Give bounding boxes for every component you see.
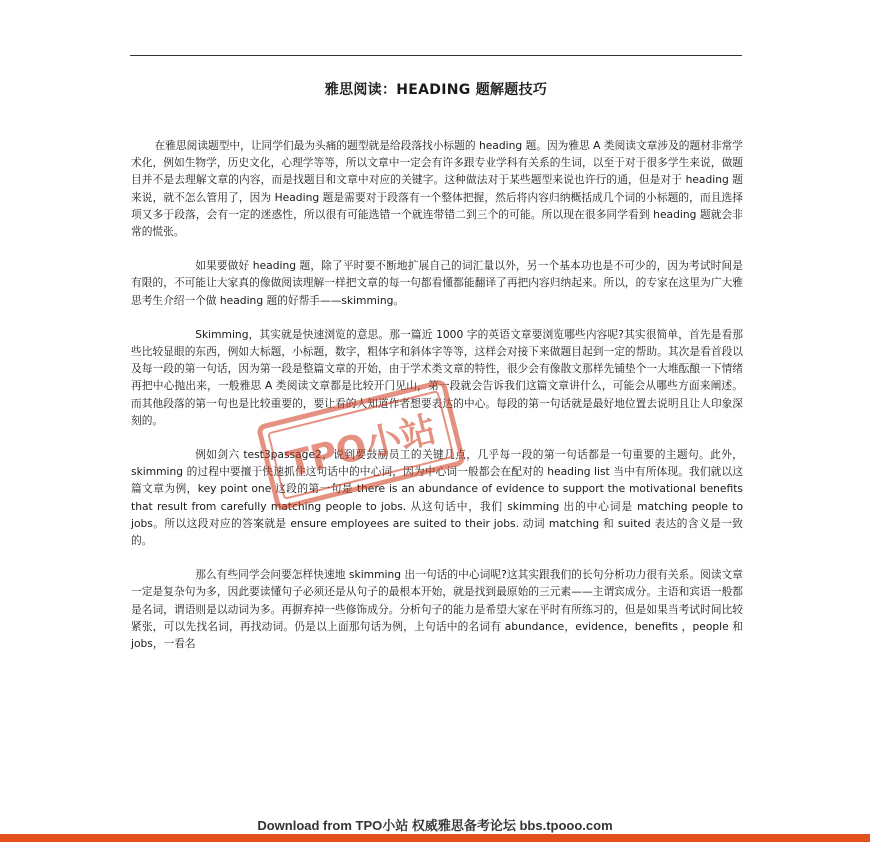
paragraph-4: 例如剑六 test3passage2，说到要鼓励员工的关键几点，几乎每一段的第一句话都是一句重要的主题句。此外，skimming 的过程中要擅于快速抓住这句话中的中心词，因为中心词一般都会在配对的 heading list 当中有所体现。我们就以这篇文章为例，key point one 这段的第一句是 there is an abundance of evidence to support the motivational benefits that result from carefully matching people to jobs. 从这句话中，我们 skimming 出的中心词是 matching people to jobs。所以这段对应的答案就是 ensure employees are suited to their jobs. 动词 matching 和 suited 表达的含义是一致的。 [131,448,743,548]
document-title: 雅思阅读：HEADING 题解题技巧 [324,82,548,98]
stamp-text: TPO小站 [282,409,441,486]
document-body [131,137,743,669]
footer-bar [0,834,870,842]
paragraph-5: 那么有些同学会问要怎样快速地 skimming 出一句话的中心词呢?这其实跟我们的长句分析功力很有关系。阅读文章一定是复杂句为多，因此要读懂句子必须还是从句子的最根本开始，就是找到最原始的三元素——主谓宾成分。主语和宾语一般都是名词，谓语则是以动词为多。再摒弃掉一些修饰成分。分析句子的能力是希望大家在平时有所练习的，但是如果当考试时间比较紧张，可以先找名词，再找动词。仍是以上面那句话为例，上句话中的名词有 abundance，evidence，benefits ，people 和 jobs，一看名 [131,568,743,651]
paragraph-1: 在雅思阅读题型中，让同学们最为头痛的题型就是给段落找小标题的 heading 题。因为雅思 A 类阅读文章涉及的题材非常学术化，例如生物学，历史文化，心理学等等，所以文章中一定会有许多跟专业学科有关系的生词，以至于对于很多学生来说，做题目并不是去理解文章的内容，而是找题目和文章中对应的关键字。这种做法对于某些题型来说也许行的通，但是对于 heading 题来说，就不怎么管用了，因为 Heading 题是需要对于段落有一个整体把握，然后将内容归纳概括成几个词的小标题的，而且选择项又多于段落，会有一定的迷惑性，所以很有可能选错一个就连带错二到三个的可能。所以现在很多同学看到 heading 题就会非常的慌张。 [131,139,743,239]
footer-download-text: Download from TPO小站 权威雅思备考论坛 bbs.tpooo.com [257,818,613,833]
paragraph-3: Skimming，其实就是快速浏览的意思。那一篇近 1000 字的英语文章要浏览哪些内容呢?其实很简单，首先是看那些比较显眼的东西，例如大标题，小标题，数字，粗体字和斜体字等等，这样会对接下来做题目起到一定的帮助。其次是看首段以及每一段的第一句话，因为第一段是整篇文章的开始，由于学术类文章的特性，很少会有像散文那样先铺垫个一大堆酝酿一下情绪再把中心抛出来，一般雅思 A 类阅读文章都是比较开门见山，第一段就会告诉我们这篇文章讲什么，可能会从哪些方面来阐述。而其他段落的第一句也是比较重要的，要让看的人知道作者想要表达的中心。每段的第一句话就是最好地位置去说明且让人印象深刻的。 [131,327,743,427]
paragraph-2: 如果要做好 heading 题，除了平时要不断地扩展自己的词汇量以外，另一个基本功也是不可少的，因为考试时间是有限的，不可能让大家真的像做阅读理解一样把文章的每一句都看懂都能翻译了再把内容归纳起来。所以，的专家在这里为广大雅思考生介绍一个做 heading 题的好帮手——skimming。 [131,259,743,307]
header-rule [130,55,742,56]
